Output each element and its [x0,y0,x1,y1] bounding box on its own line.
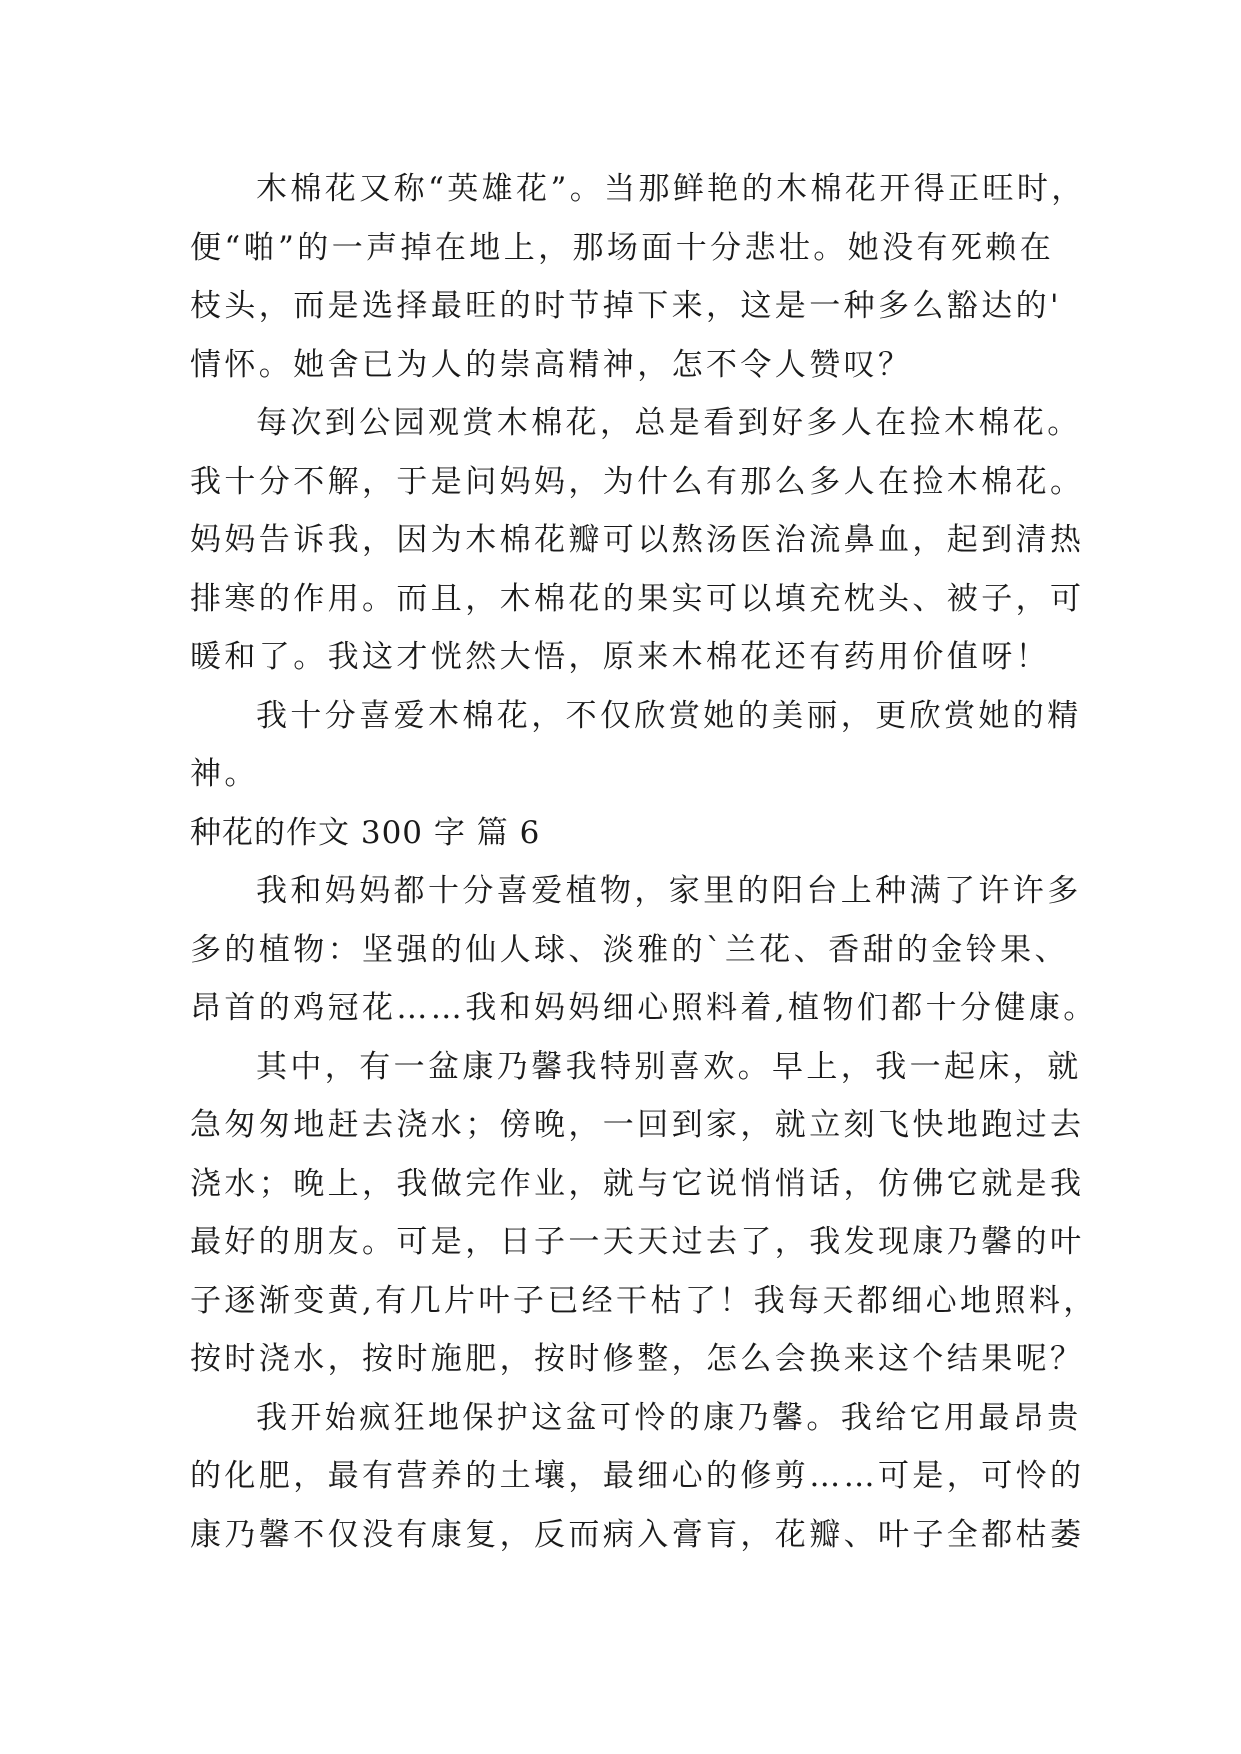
text-line: 枝头，而是选择最旺的时节掉下来，这是一种多么豁达的' [190,288,1062,324]
text-line: 浇水；晚上，我做完作业，就与它说悄悄话，仿佛它就是我 [190,1165,1085,1202]
text-line: 情怀。她舍已为人的崇高精神，怎不令人赞叹？ [190,346,913,383]
text-line: 我开始疯狂地保护这盆可怜的康乃馨。我给它用最昂贵 [256,1399,1082,1436]
section-heading: 种花的作文 300 字 篇 6 [190,814,541,851]
text-line: 妈妈告诉我，因为木棉花瓣可以熬汤医治流鼻血，起到清热 [190,522,1085,558]
text-line: 木棉花又称“英雄花”。当那鲜艳的木棉花开得正旺时， [256,171,1086,207]
text-line: 急匆匆地赶去浇水；傍晚，一回到家，就立刻飞快地跑过去 [190,1107,1085,1143]
text-line: 神。 [190,756,259,792]
text-line: 排寒的作用。而且，木棉花的果实可以填充枕头、被子，可 [190,580,1085,617]
text-line: 其中，有一盆康乃馨我特别喜欢。早上，我一起床，就 [256,1048,1082,1085]
essay-text [190,160,1098,1564]
text-line: 康乃馨不仅没有康复，反而病入膏肓，花瓣、叶子全都枯萎 [190,1516,1085,1553]
text-line: 我和妈妈都十分喜爱植物，家里的阳台上种满了许许多 [256,873,1082,909]
text-line: 我十分不解，于是问妈妈，为什么有那么多人在捡木棉花。 [190,463,1085,500]
text-line: 多的植物：坚强的仙人球、淡雅的`兰花、香甜的金铃果、 [190,931,1069,968]
text-line: 按时浇水，按时施肥，按时修整，怎么会换来这个结果呢？ [190,1341,1085,1377]
text-line: 子逐渐变黄,有几片叶子已经干枯了！我每天都细心地照料， [190,1282,1098,1319]
text-line: 便“啪”的一声掉在地上，那场面十分悲壮。她没有死赖在 [190,229,1055,266]
text-line: 我十分喜爱木棉花，不仅欣赏她的美丽，更欣赏她的精 [256,697,1082,734]
text-line: 每次到公园观赏木棉花，总是看到好多人在捡木棉花。 [256,405,1082,441]
text-line: 的化肥，最有营养的土壤，最细心的修剪……可是，可怜的 [190,1458,1085,1494]
text-line: 最好的朋友。可是，日子一天天过去了，我发现康乃馨的叶 [190,1224,1085,1260]
text-line: 暖和了。我这才恍然大悟，原来木棉花还有药用价值呀！ [190,639,1050,675]
text-line: 昂首的鸡冠花……我和妈妈细心照料着,植物们都十分健康。 [190,990,1098,1026]
